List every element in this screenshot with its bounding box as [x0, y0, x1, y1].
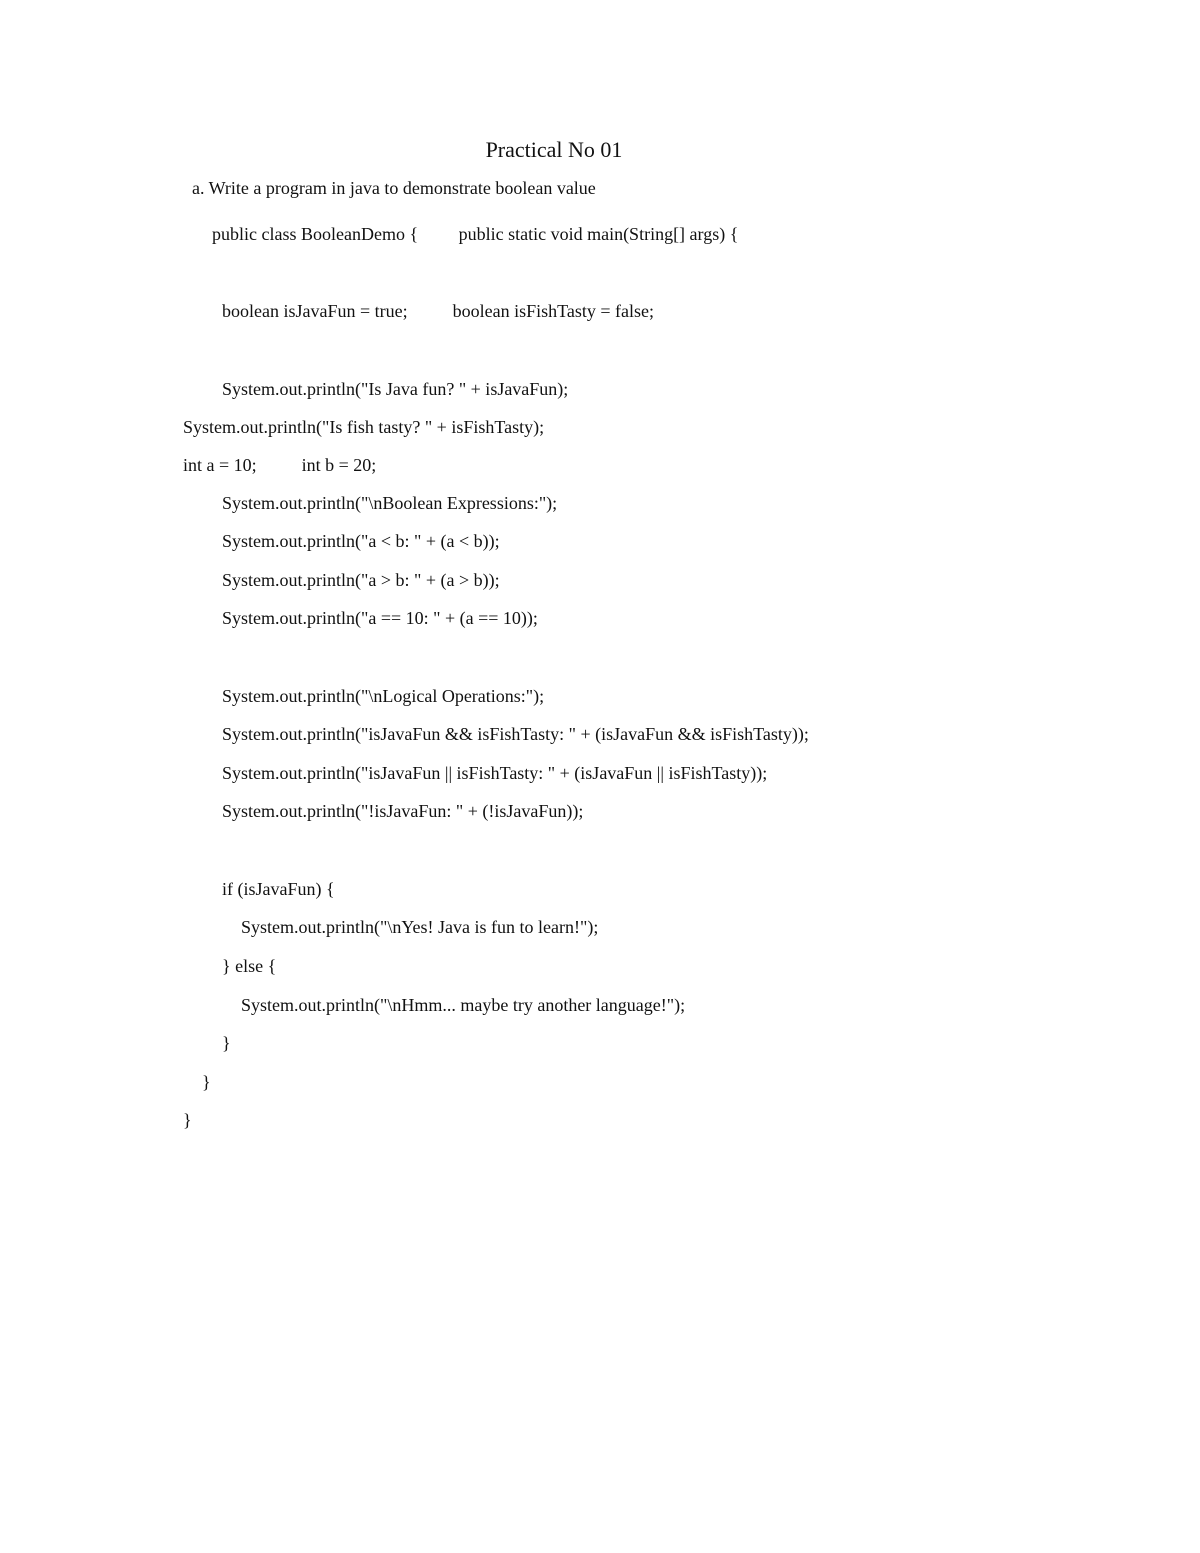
- question-text: a. Write a program in java to demonstrate boolean value: [192, 178, 596, 198]
- code-line: System.out.println("isJavaFun || isFishTasty: " + (isJavaFun || isFishTasty));: [222, 763, 768, 783]
- code-line: } else {: [222, 956, 277, 976]
- code-line: if (isJavaFun) {: [222, 879, 335, 899]
- code-line: System.out.println("Is fish tasty? " + isFishTasty);: [183, 417, 545, 437]
- code-line: boolean isJavaFun = true; boolean isFishTasty = false;: [222, 301, 654, 321]
- code-line: System.out.println("a > b: " + (a > b));: [222, 570, 500, 590]
- code-line: }: [222, 1033, 231, 1053]
- code-line: System.out.println("\nYes! Java is fun to learn!");: [241, 917, 599, 937]
- code-line: }: [183, 1110, 192, 1130]
- code-line: System.out.println("\nHmm... maybe try another language!");: [241, 995, 686, 1015]
- code-line: System.out.println("isJavaFun && isFishTasty: " + (isJavaFun && isFishTasty));: [222, 724, 809, 744]
- code-line: System.out.println("!isJavaFun: " + (!isJavaFun));: [222, 801, 584, 821]
- code-line: System.out.println("a == 10: " + (a == 10));: [222, 608, 538, 628]
- code-line: System.out.println("Is Java fun? " + isJavaFun);: [222, 379, 569, 399]
- code-line: System.out.println("a < b: " + (a < b));: [222, 531, 500, 551]
- code-line: System.out.println("\nLogical Operations:");: [222, 686, 545, 706]
- code-line: }: [202, 1072, 211, 1092]
- code-line: int a = 10; int b = 20;: [183, 455, 377, 475]
- code-line: public class BooleanDemo { public static void main(String[] args) {: [212, 224, 739, 244]
- page-title: Practical No 01: [485, 137, 623, 162]
- code-line: System.out.println("\nBoolean Expressions:");: [222, 493, 558, 513]
